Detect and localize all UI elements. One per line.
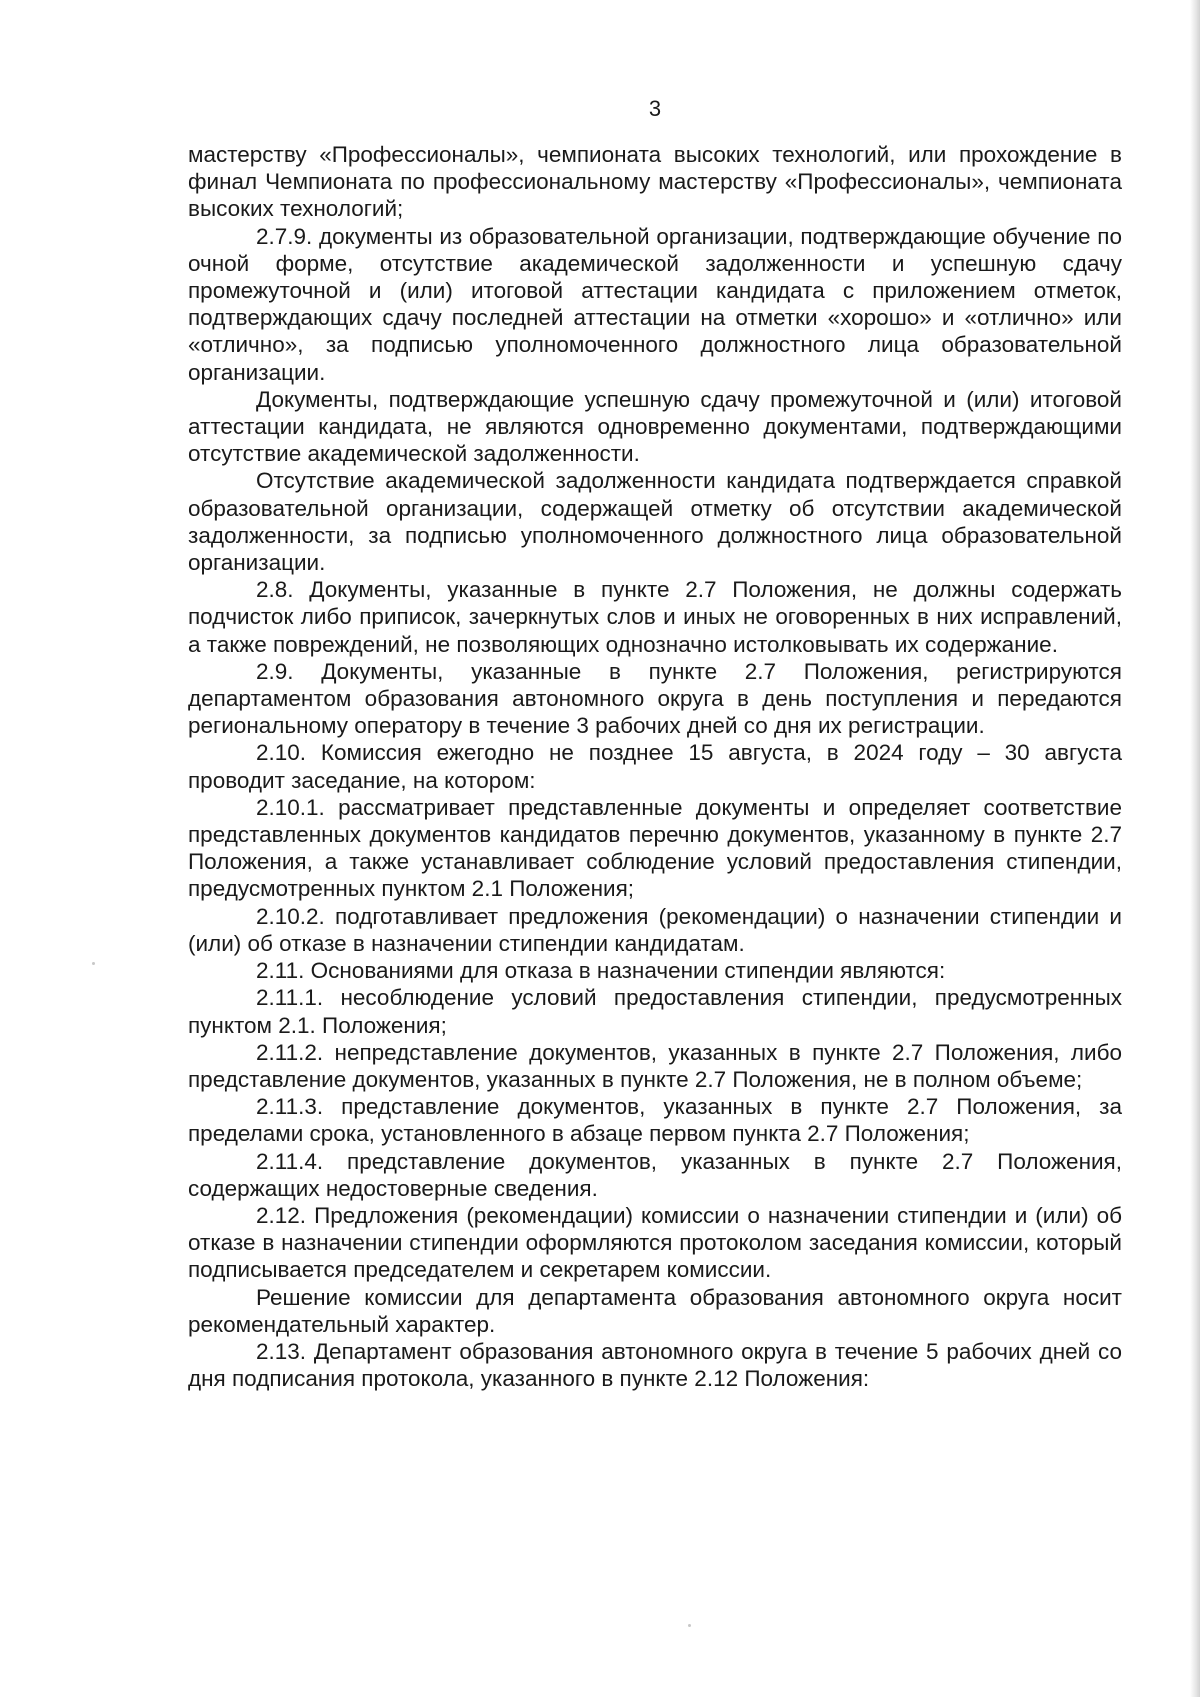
scan-speck [92, 962, 95, 965]
document-body [188, 141, 1122, 1392]
paragraph-2-8: 2.8. Документы, указанные в пункте 2.7 Положения, не должны содержать подчисток либо приписок, зачеркнутых слов и иных не оговоренных в них исправлений, а также повреждений, не позволяющих однозначно истолковывать их содержание. [188, 577, 1122, 657]
paragraph-2-11-1: 2.11.1. несоблюдение условий предоставления стипендии, предусмотренных пунктом 2.1. Положения; [188, 985, 1122, 1038]
page-edge-shadow [1190, 0, 1200, 1697]
paragraph-commission-decision: Решение комиссии для департамента образования автономного округа носит рекомендательный характер. [188, 1284, 1122, 1337]
paragraph-2-13: 2.13. Департамент образования автономного округа в течение 5 рабочих дней со дня подписания протокола, указанного в пункте 2.12 Положения: [188, 1338, 1122, 1392]
paragraph-2-12: 2.12. Предложения (рекомендации) комиссии о назначении стипендии и (или) об отказе в назначении стипендии оформляются протоколом заседания комиссии, который подписывается председателем и секретарем комиссии. [188, 1202, 1122, 1283]
paragraph-docs-attestation: Документы, подтверждающие успешную сдачу промежуточной и (или) итоговой аттестации кандидата, не являются одновременно документами, подтверждающими отсутствие академической задолженности. [188, 386, 1122, 467]
paragraph-intro: мастерству «Профессионалы», чемпионата высоких технологий, или прохождение в финал Чемпионата по профессиональному мастерству «Профессионалы», чемпионата высоких технологий; [188, 142, 1122, 222]
paragraph-no-academic-debt: Отсутствие академической задолженности кандидата подтверждается справкой образовательной организации, содержащей отметку об отсутствии академической задолженности, за подписью уполномоченного должностного лица образовательной организации. [188, 468, 1122, 576]
paragraph-2-11-4: 2.11.4. представление документов, указанных в пункте 2.7 Положения, содержащих недостоверные сведения. [188, 1148, 1122, 1201]
paragraph-2-10-2: 2.10.2. подготавливает предложения (рекомендации) о назначении стипендии и (или) об отказе в назначении стипендии кандидатам. [188, 903, 1122, 956]
paragraph-2-7-9: 2.7.9. документы из образовательной организации, подтверждающие обучение по очной форме, отсутствие академической задолженности и успешную сдачу промежуточной и (или) итоговой аттестации кандидата с приложением отметок, подтверждающих сдачу последней аттестации на отметки «хорошо» и «отлично» или «отлично», за подписью уполномоченного должностного лица образовательной организации. [188, 223, 1122, 385]
paragraph-2-9: 2.9. Документы, указанные в пункте 2.7 Положения, регистрируются департаментом образования автономного округа в день поступления и передаются региональному оператору в течение 3 рабочих дней со дня их регистрации. [188, 658, 1122, 739]
paragraph-2-10-1: 2.10.1. рассматривает представленные документы и определяет соответствие представленных документов кандидатов перечню документов, указанному в пункте 2.7 Положения, а также устанавливает соблюдение условий предоставления стипендии, предусмотренных пунктом 2.1 Положения; [188, 794, 1122, 902]
paragraph-2-10: 2.10. Комиссия ежегодно не позднее 15 августа, в 2024 году – 30 августа проводит заседание, на котором: [188, 740, 1122, 793]
paragraph-2-11-3: 2.11.3. представление документов, указанных в пункте 2.7 Положения, за пределами срока, установленного в абзаце первом пункта 2.7 Положения; [188, 1094, 1122, 1147]
page-number: 3 [648, 96, 662, 121]
paragraph-2-11: 2.11. Основаниями для отказа в назначении стипендии являются: [256, 958, 946, 984]
paragraph-2-11-2: 2.11.2. непредставление документов, указанных в пункте 2.7 Положения, либо представление документов, указанных в пункте 2.7 Положения, не в полном объеме; [188, 1039, 1122, 1092]
scan-speck [688, 1624, 691, 1627]
